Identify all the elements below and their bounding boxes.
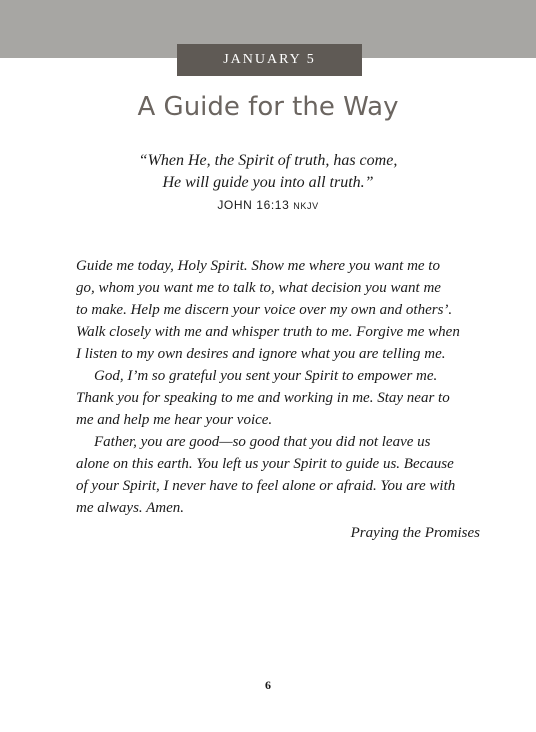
prayer-line: Thank you for speaking to me and working in me. Stay near to [76,390,450,406]
prayer-line: me always. Amen. [76,500,185,516]
prayer-line: of your Spirit, I never have to feel alone or afraid. You are with [76,478,456,494]
scripture-verse [0,150,536,194]
prayer-line: Father, you are good—so good that you did not leave us [94,434,431,450]
prayer-body [76,255,481,519]
prayer-line: to make. Help me discern your voice over my own and others’. [76,302,453,318]
page-number: 6 [265,678,271,692]
prayer-line: Walk closely with me and whisper truth to me. Forgive me when [76,324,460,340]
prayer-line: God, I’m so grateful you sent your Spirit to empower me. [94,368,438,384]
prayer-line: alone on this earth. You left us your Spirit to guide us. Because [76,456,454,472]
prayer-line: go, whom you want me to talk to, what decision you want me [76,280,441,296]
bible-version: NKJV [293,201,319,211]
source-attribution: Praying the Promises [350,525,480,541]
prayer-paragraph-2 [76,365,481,431]
verse-line-1: “When He, the Spirit of truth, has come, [138,152,398,169]
prayer-line: I listen to my own desires and ignore what you are telling me. [76,346,446,362]
page-title: A Guide for the Way [137,92,399,122]
prayer-paragraph-3 [76,431,481,519]
date-label: JANUARY 5 [223,52,316,67]
verse-line-2: He will guide you into all truth.” [162,174,374,191]
prayer-line: me and help me hear your voice. [76,412,273,428]
reference-text: JOHN 16:13 [217,198,290,212]
verse-reference [0,198,536,212]
prayer-line: Guide me today, Holy Spirit. Show me where you want me to [76,258,440,274]
date-banner [177,44,362,76]
prayer-paragraph-1 [76,255,481,365]
